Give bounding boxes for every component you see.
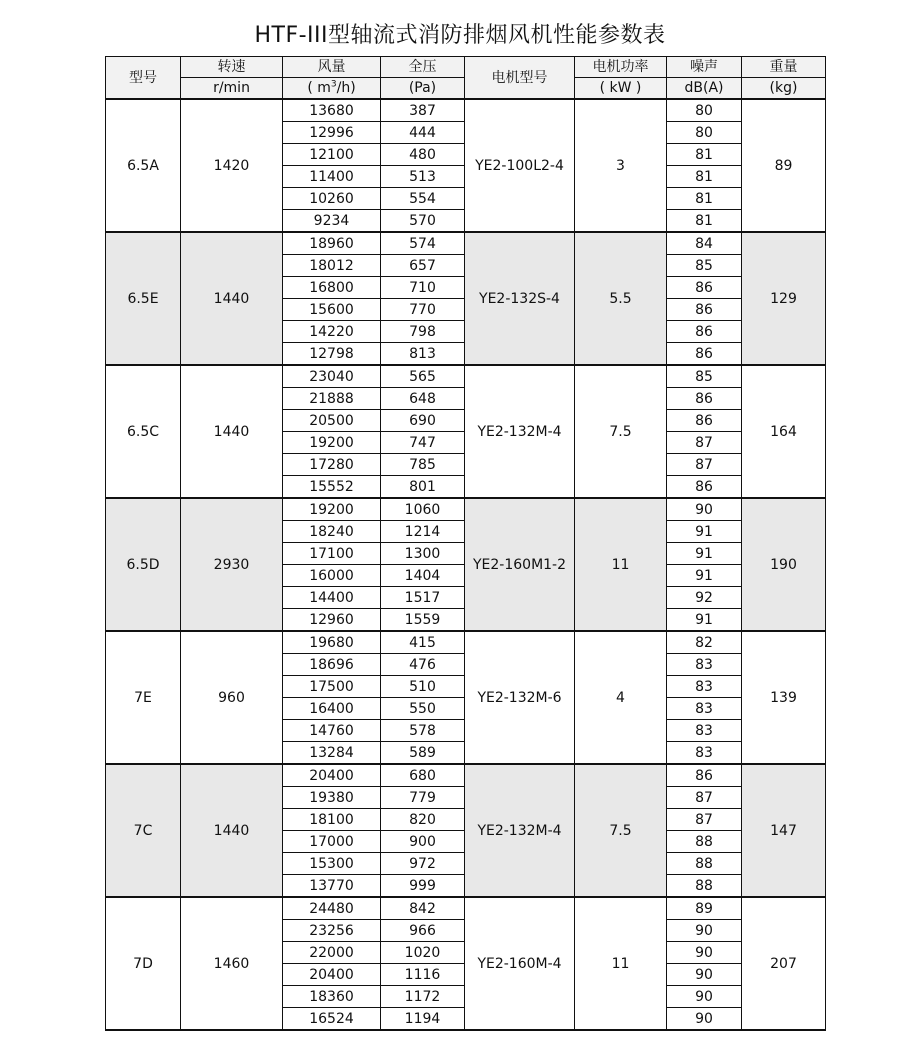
table-row (106, 365, 826, 388)
cell-pressure: 1300 (381, 543, 465, 565)
cell-flow: 12996 (283, 122, 381, 144)
table-row (106, 631, 826, 654)
cell-flow: 10260 (283, 188, 381, 210)
cell-flow: 12960 (283, 609, 381, 632)
header-flow: 风量 (283, 57, 381, 78)
header-noise: 噪声 (667, 57, 742, 78)
cell-pressure: 798 (381, 321, 465, 343)
cell-flow: 23256 (283, 920, 381, 942)
cell-flow: 16800 (283, 277, 381, 299)
cell-pressure: 1116 (381, 964, 465, 986)
cell-speed: 1460 (181, 897, 283, 1030)
header-pressure-unit: (Pa) (381, 78, 465, 100)
table-row (106, 232, 826, 255)
cell-motor: YE2-132M-4 (465, 365, 575, 498)
cell-weight: 89 (742, 99, 826, 232)
cell-flow: 17100 (283, 543, 381, 565)
cell-pressure: 842 (381, 897, 465, 920)
cell-flow: 20400 (283, 964, 381, 986)
cell-flow: 17000 (283, 831, 381, 853)
cell-noise: 86 (667, 321, 742, 343)
cell-weight: 129 (742, 232, 826, 365)
cell-flow: 17500 (283, 676, 381, 698)
cell-pressure: 1060 (381, 498, 465, 521)
cell-flow: 13680 (283, 99, 381, 122)
cell-flow: 21888 (283, 388, 381, 410)
table-row (106, 498, 826, 521)
cell-noise: 92 (667, 587, 742, 609)
cell-flow: 18012 (283, 255, 381, 277)
fan-performance-table (105, 56, 826, 1031)
flow-unit-post: /h) (336, 80, 356, 96)
cell-noise: 84 (667, 232, 742, 255)
cell-weight: 190 (742, 498, 826, 631)
cell-power: 7.5 (575, 764, 667, 897)
cell-weight: 164 (742, 365, 826, 498)
cell-flow: 12798 (283, 343, 381, 366)
cell-noise: 87 (667, 787, 742, 809)
cell-flow: 15600 (283, 299, 381, 321)
cell-pressure: 785 (381, 454, 465, 476)
cell-flow: 14220 (283, 321, 381, 343)
cell-speed: 1420 (181, 99, 283, 232)
cell-noise: 85 (667, 365, 742, 388)
cell-noise: 88 (667, 831, 742, 853)
cell-noise: 90 (667, 964, 742, 986)
cell-noise: 91 (667, 543, 742, 565)
cell-noise: 86 (667, 299, 742, 321)
cell-power: 5.5 (575, 232, 667, 365)
cell-flow: 19200 (283, 432, 381, 454)
cell-pressure: 972 (381, 853, 465, 875)
cell-flow: 19380 (283, 787, 381, 809)
cell-noise: 83 (667, 720, 742, 742)
cell-pressure: 570 (381, 210, 465, 233)
cell-pressure: 1404 (381, 565, 465, 587)
cell-pressure: 648 (381, 388, 465, 410)
header-power: 电机功率 (575, 57, 667, 78)
cell-model: 7C (106, 764, 181, 897)
cell-pressure: 1172 (381, 986, 465, 1008)
cell-noise: 90 (667, 1008, 742, 1031)
cell-model: 7D (106, 897, 181, 1030)
cell-noise: 90 (667, 942, 742, 964)
cell-flow: 23040 (283, 365, 381, 388)
cell-weight: 139 (742, 631, 826, 764)
cell-flow: 13770 (283, 875, 381, 898)
cell-noise: 83 (667, 676, 742, 698)
cell-pressure: 900 (381, 831, 465, 853)
cell-noise: 91 (667, 565, 742, 587)
cell-flow: 16524 (283, 1008, 381, 1031)
cell-noise: 83 (667, 742, 742, 765)
cell-speed: 1440 (181, 365, 283, 498)
cell-model: 6.5C (106, 365, 181, 498)
cell-pressure: 1194 (381, 1008, 465, 1031)
cell-pressure: 444 (381, 122, 465, 144)
cell-pressure: 1517 (381, 587, 465, 609)
cell-noise: 90 (667, 920, 742, 942)
cell-motor: YE2-160M1-2 (465, 498, 575, 631)
cell-flow: 15552 (283, 476, 381, 499)
cell-flow: 17280 (283, 454, 381, 476)
cell-noise: 81 (667, 144, 742, 166)
cell-motor: YE2-132M-4 (465, 764, 575, 897)
cell-flow: 15300 (283, 853, 381, 875)
cell-noise: 87 (667, 454, 742, 476)
table-row (106, 897, 826, 920)
table-row (106, 764, 826, 787)
cell-flow: 18100 (283, 809, 381, 831)
cell-flow: 22000 (283, 942, 381, 964)
header-weight: 重量 (742, 57, 826, 78)
cell-flow: 16400 (283, 698, 381, 720)
flow-unit-sup: 3 (330, 79, 337, 90)
cell-speed: 1440 (181, 232, 283, 365)
cell-flow: 18360 (283, 986, 381, 1008)
cell-power: 4 (575, 631, 667, 764)
cell-noise: 90 (667, 986, 742, 1008)
cell-flow: 9234 (283, 210, 381, 233)
cell-noise: 87 (667, 432, 742, 454)
cell-pressure: 513 (381, 166, 465, 188)
cell-noise: 83 (667, 654, 742, 676)
cell-noise: 87 (667, 809, 742, 831)
cell-noise: 80 (667, 99, 742, 122)
cell-flow: 20500 (283, 410, 381, 432)
cell-flow: 19200 (283, 498, 381, 521)
cell-noise: 82 (667, 631, 742, 654)
header-weight-unit: (kg) (742, 78, 826, 100)
cell-noise: 88 (667, 875, 742, 898)
cell-flow: 11400 (283, 166, 381, 188)
cell-noise: 80 (667, 122, 742, 144)
cell-flow: 19680 (283, 631, 381, 654)
cell-flow: 12100 (283, 144, 381, 166)
cell-pressure: 1214 (381, 521, 465, 543)
cell-pressure: 387 (381, 99, 465, 122)
cell-weight: 207 (742, 897, 826, 1030)
cell-pressure: 813 (381, 343, 465, 366)
cell-pressure: 779 (381, 787, 465, 809)
header-noise-unit: dB(A) (667, 78, 742, 100)
cell-speed: 960 (181, 631, 283, 764)
cell-motor: YE2-132S-4 (465, 232, 575, 365)
cell-noise: 86 (667, 388, 742, 410)
cell-noise: 81 (667, 166, 742, 188)
cell-pressure: 690 (381, 410, 465, 432)
cell-pressure: 820 (381, 809, 465, 831)
cell-noise: 91 (667, 609, 742, 632)
cell-pressure: 574 (381, 232, 465, 255)
cell-weight: 147 (742, 764, 826, 897)
cell-motor: YE2-132M-6 (465, 631, 575, 764)
cell-power: 7.5 (575, 365, 667, 498)
cell-noise: 83 (667, 698, 742, 720)
cell-flow: 18240 (283, 521, 381, 543)
header-pressure: 全压 (381, 57, 465, 78)
cell-flow: 24480 (283, 897, 381, 920)
cell-model: 7E (106, 631, 181, 764)
cell-noise: 81 (667, 210, 742, 233)
cell-pressure: 578 (381, 720, 465, 742)
cell-flow: 14760 (283, 720, 381, 742)
cell-flow: 14400 (283, 587, 381, 609)
cell-noise: 88 (667, 853, 742, 875)
cell-noise: 91 (667, 521, 742, 543)
header-flow-unit (283, 78, 381, 100)
cell-pressure: 801 (381, 476, 465, 499)
cell-power: 11 (575, 897, 667, 1030)
cell-power: 3 (575, 99, 667, 232)
header-speed: 转速 (181, 57, 283, 78)
cell-pressure: 589 (381, 742, 465, 765)
cell-noise: 81 (667, 188, 742, 210)
cell-flow: 20400 (283, 764, 381, 787)
table-body (106, 99, 826, 1030)
cell-noise: 86 (667, 343, 742, 366)
header-model: 型号 (106, 57, 181, 100)
cell-noise: 86 (667, 476, 742, 499)
cell-pressure: 554 (381, 188, 465, 210)
cell-pressure: 510 (381, 676, 465, 698)
cell-speed: 2930 (181, 498, 283, 631)
cell-noise: 86 (667, 764, 742, 787)
cell-model: 6.5E (106, 232, 181, 365)
cell-pressure: 565 (381, 365, 465, 388)
cell-flow: 13284 (283, 742, 381, 765)
cell-speed: 1440 (181, 764, 283, 897)
cell-pressure: 415 (381, 631, 465, 654)
cell-pressure: 680 (381, 764, 465, 787)
cell-noise: 89 (667, 897, 742, 920)
cell-pressure: 747 (381, 432, 465, 454)
cell-pressure: 476 (381, 654, 465, 676)
header-power-unit: ( kW ) (575, 78, 667, 100)
cell-pressure: 1020 (381, 942, 465, 964)
cell-motor: YE2-160M-4 (465, 897, 575, 1030)
cell-flow: 18696 (283, 654, 381, 676)
cell-noise: 85 (667, 255, 742, 277)
table-row (106, 99, 826, 122)
flow-unit-pre: ( m (307, 80, 331, 96)
cell-pressure: 966 (381, 920, 465, 942)
cell-pressure: 657 (381, 255, 465, 277)
cell-pressure: 770 (381, 299, 465, 321)
cell-pressure: 550 (381, 698, 465, 720)
header-speed-unit: r/min (181, 78, 283, 100)
cell-pressure: 999 (381, 875, 465, 898)
cell-model: 6.5A (106, 99, 181, 232)
page-title: HTF-III型轴流式消防排烟风机性能参数表 (254, 23, 666, 48)
cell-model: 6.5D (106, 498, 181, 631)
cell-pressure: 710 (381, 277, 465, 299)
cell-power: 11 (575, 498, 667, 631)
header-motor: 电机型号 (465, 57, 575, 100)
cell-pressure: 480 (381, 144, 465, 166)
cell-pressure: 1559 (381, 609, 465, 632)
cell-flow: 18960 (283, 232, 381, 255)
table-header (106, 57, 826, 100)
cell-flow: 16000 (283, 565, 381, 587)
cell-noise: 86 (667, 410, 742, 432)
cell-motor: YE2-100L2-4 (465, 99, 575, 232)
cell-noise: 86 (667, 277, 742, 299)
cell-noise: 90 (667, 498, 742, 521)
